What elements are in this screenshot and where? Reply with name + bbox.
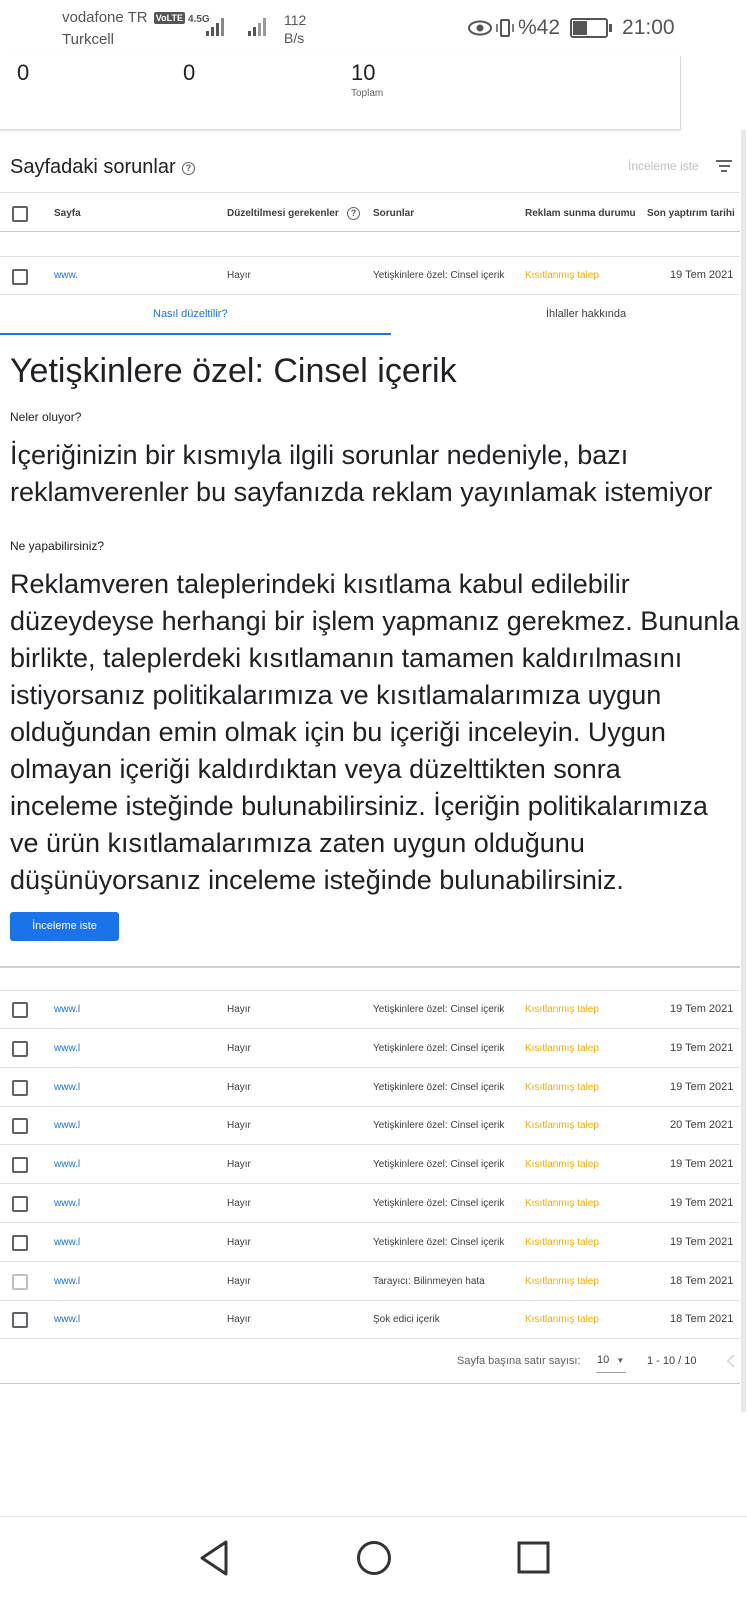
recents-icon[interactable] <box>517 1541 551 1575</box>
row-date: 19 Tem 2021 <box>670 1197 734 1209</box>
row-checkbox[interactable] <box>12 269 28 285</box>
what-text-line-1: İçeriğinizin bir kısmıyla ilgili sorunlar nedeniyle, bazı <box>10 440 629 470</box>
help-icon[interactable]: ? <box>182 162 195 175</box>
status-right <box>468 16 675 40</box>
row-checkbox[interactable] <box>12 1274 28 1290</box>
summary-total-label: Toplam <box>351 88 384 99</box>
filter-icon[interactable] <box>716 160 732 174</box>
header-page[interactable]: Sayfa <box>54 208 81 219</box>
table-row-expanded[interactable] <box>0 256 740 294</box>
row-issue: Tarayıcı: Bilinmeyen hata <box>373 1276 485 1287</box>
eye-comfort-icon <box>468 20 492 36</box>
system-nav-bar <box>0 1516 747 1601</box>
row-date: 19 Tem 2021 <box>670 1081 734 1093</box>
row-fix: Hayır <box>227 1198 251 1209</box>
row-status: Kısıtlanmış talep <box>525 1159 599 1170</box>
row-checkbox[interactable] <box>12 1002 28 1018</box>
row-date: 18 Tem 2021 <box>670 1275 734 1287</box>
summary-total-value: 10 <box>351 60 376 85</box>
detail-heading: Yetişkinlere özel: Cinsel içerik <box>10 352 457 390</box>
table-row[interactable] <box>0 990 740 1029</box>
row-page[interactable]: www.l <box>54 1120 81 1131</box>
row-fix: Hayır <box>227 1043 251 1054</box>
footer-divider <box>0 1383 740 1384</box>
row-status: Kısıtlanmış talep <box>525 1043 599 1054</box>
todo-text-line-9: düşünüyorsanız inceleme isteğinde bulunabilirsiniz. <box>10 865 624 895</box>
row-fix: Hayır <box>227 1004 251 1015</box>
table-row[interactable] <box>0 1145 740 1184</box>
row-page[interactable]: www.l <box>54 1082 81 1093</box>
what-label: Neler oluyor? <box>10 410 82 424</box>
redacted-url <box>82 1072 207 1102</box>
signal-icon-secondary <box>248 15 270 37</box>
divider <box>0 294 740 295</box>
signal-icon <box>206 15 228 37</box>
redacted-url <box>82 1033 207 1063</box>
row-date: 19 Tem 2021 <box>670 1042 734 1054</box>
row-fix: Hayır <box>227 1120 251 1131</box>
todo-text-line-8: ve ürün kısıtlamalarımıza zaten uygun olduğunu <box>10 828 585 858</box>
status-bar <box>0 0 747 56</box>
row-issue: Yetişkinlere özel: Cinsel içerik <box>373 1004 505 1015</box>
row-issue: Yetişkinlere özel: Cinsel içerik <box>373 1237 505 1248</box>
row-fix: Hayır <box>227 1159 251 1170</box>
row-page[interactable]: www.l <box>54 1314 81 1325</box>
panel-divider <box>0 966 740 968</box>
battery-icon <box>570 18 608 38</box>
summary-card <box>0 56 681 130</box>
row-fix: Hayır <box>227 1082 251 1093</box>
table-row[interactable] <box>0 1300 740 1339</box>
row-fix: Hayır <box>227 270 251 281</box>
row-page[interactable]: www.l <box>54 1159 81 1170</box>
page-range: 1 - 10 / 10 <box>647 1355 697 1367</box>
todo-text-line-1: Reklamveren taleplerindeki kısıtlama kabul edilebilir <box>10 569 630 599</box>
carrier-primary <box>62 9 185 26</box>
row-page[interactable]: www.l <box>54 1198 81 1209</box>
row-fix: Hayır <box>227 1276 251 1287</box>
data-speed <box>284 11 306 47</box>
row-page[interactable]: www.l <box>54 1004 81 1015</box>
todo-text-line-3: birlikte, taleplerdeki kısıtlamanın tamamen kaldırılmasını <box>10 643 683 673</box>
select-all-checkbox[interactable] <box>12 206 28 222</box>
row-page[interactable]: www.l <box>54 1043 81 1054</box>
rows-per-page-label: Sayfa başına satır sayısı: <box>457 1355 581 1367</box>
row-status: Kısıtlanmış talep <box>525 1082 599 1093</box>
redacted-url <box>82 1266 207 1296</box>
row-checkbox[interactable] <box>12 1080 28 1096</box>
row-status: Kısıtlanmış talep <box>525 1004 599 1015</box>
rows-per-page-select[interactable] <box>597 1354 624 1366</box>
rows-per-page-value: 10 <box>597 1354 610 1366</box>
redacted-url <box>82 1304 207 1334</box>
row-checkbox[interactable] <box>12 1235 28 1251</box>
row-issue: Yetişkinlere özel: Cinsel içerik <box>373 1159 505 1170</box>
row-status: Kısıtlanmış talep <box>525 270 599 281</box>
divider <box>0 192 740 193</box>
tab-about-bids[interactable]: İhlaller hakkında <box>546 308 627 320</box>
row-date: 18 Tem 2021 <box>670 1313 734 1325</box>
row-page[interactable]: www. <box>54 270 78 281</box>
redacted-url <box>82 994 207 1024</box>
row-issue: Yetişkinlere özel: Cinsel içerik <box>373 270 505 281</box>
redacted-url <box>82 1227 207 1257</box>
row-date: 19 Tem 2021 <box>670 1236 734 1248</box>
table-row[interactable] <box>0 1184 740 1223</box>
header-divider <box>0 231 740 232</box>
row-checkbox[interactable] <box>12 1041 28 1057</box>
row-page[interactable]: www.l <box>54 1237 81 1248</box>
fix-help-icon[interactable]: ? <box>347 207 360 220</box>
row-issue: Yetişkinlere özel: Cinsel içerik <box>373 1082 505 1093</box>
network-type: 4.5G <box>188 14 210 25</box>
row-date: 19 Tem 2021 <box>670 1003 734 1015</box>
header-fix-required[interactable]: Düzeltilmesi gerekenler <box>227 208 339 219</box>
header-issues[interactable]: Sorunlar <box>373 208 415 219</box>
dropdown-arrow-icon: ▼ <box>616 1356 625 1365</box>
row-issue: Yetişkinlere özel: Cinsel içerik <box>373 1043 505 1054</box>
clock: 21:00 <box>622 16 675 39</box>
row-fix: Hayır <box>227 1237 251 1248</box>
carrier-primary-label: vodafone TR <box>62 9 148 26</box>
todo-text-line-4: istiyorsanız politikalarımıza ve kısıtlamalarımıza uygun <box>10 680 662 710</box>
select-underline <box>596 1372 626 1373</box>
row-status: Kısıtlanmış talep <box>525 1120 599 1131</box>
row-date: 20 Tem 2021 <box>670 1119 734 1131</box>
row-status: Kısıtlanmış talep <box>525 1314 599 1325</box>
data-speed-unit: B/s <box>284 30 305 46</box>
row-page[interactable]: www.l <box>54 1276 81 1287</box>
todo-label: Ne yapabilirsiniz? <box>10 539 105 553</box>
row-date: 19 Tem 2021 <box>670 269 734 281</box>
what-text-line-2: reklamverenler bu sayfanızda reklam yayınlamak istemiyor <box>10 477 713 507</box>
row-issue: Yetişkinlere özel: Cinsel içerik <box>373 1198 505 1209</box>
redacted-url <box>82 1149 207 1179</box>
scrollbar[interactable] <box>741 130 746 1412</box>
row-date: 19 Tem 2021 <box>670 1158 734 1170</box>
todo-text-line-6: olmayan içeriği kaldırdıktan veya düzelttikten sonra <box>10 754 621 784</box>
header-last-crawl[interactable]: Son yaptırım tarihi <box>647 208 735 219</box>
row-checkbox[interactable] <box>12 1196 28 1212</box>
header-ad-status[interactable]: Reklam sunma durumu <box>525 208 636 219</box>
summary-value-1: 0 <box>17 60 30 85</box>
volte-badge: VoLTE <box>155 13 183 24</box>
row-fix: Hayır <box>227 1314 251 1325</box>
row-status: Kısıtlanmış talep <box>525 1276 599 1287</box>
row-checkbox[interactable] <box>12 1118 28 1134</box>
row-status: Kısıtlanmış talep <box>525 1237 599 1248</box>
prev-page-icon[interactable] <box>726 1353 736 1369</box>
battery-percent: %42 <box>518 16 561 39</box>
table-row[interactable] <box>0 1068 740 1107</box>
redacted-url <box>82 1188 207 1218</box>
row-status: Kısıtlanmış talep <box>525 1198 599 1209</box>
todo-text-line-5: olduğundan emin olmak için bu içeriği inceleyin. Uygun <box>10 717 666 747</box>
redacted-url <box>82 1110 207 1140</box>
summary-value-2: 0 <box>183 60 196 85</box>
table-row[interactable] <box>0 1262 740 1301</box>
table-row[interactable] <box>0 1223 740 1262</box>
review-request-button[interactable]: İnceleme iste <box>10 912 119 941</box>
back-icon[interactable] <box>198 1539 230 1577</box>
tab-indicator <box>0 333 391 335</box>
section-title: Sayfadaki sorunlar <box>10 156 176 178</box>
row-checkbox[interactable] <box>12 1312 28 1328</box>
table-row[interactable] <box>0 1106 740 1145</box>
table-row[interactable] <box>0 1029 740 1068</box>
todo-text-line-2: düzeydeyse herhangi bir işlem yapmanız gerekmez. Bununla <box>10 606 740 636</box>
data-speed-value: 112 <box>284 12 307 28</box>
row-issue: Şok edici içerik <box>373 1314 440 1325</box>
todo-text-line-7: inceleme isteğinde bulunabilirsiniz. İçeriğin politikalarımıza <box>10 791 708 821</box>
tab-how-to-fix[interactable]: Nasıl düzeltilir? <box>153 308 228 320</box>
row-checkbox[interactable] <box>12 1157 28 1173</box>
home-icon[interactable] <box>356 1540 392 1576</box>
vibrate-icon <box>496 18 514 38</box>
review-request-link[interactable]: İnceleme iste <box>628 159 699 173</box>
carrier-secondary: Turkcell <box>62 31 114 48</box>
row-issue: Yetişkinlere özel: Cinsel içerik <box>373 1120 505 1131</box>
table-body <box>0 990 740 1339</box>
